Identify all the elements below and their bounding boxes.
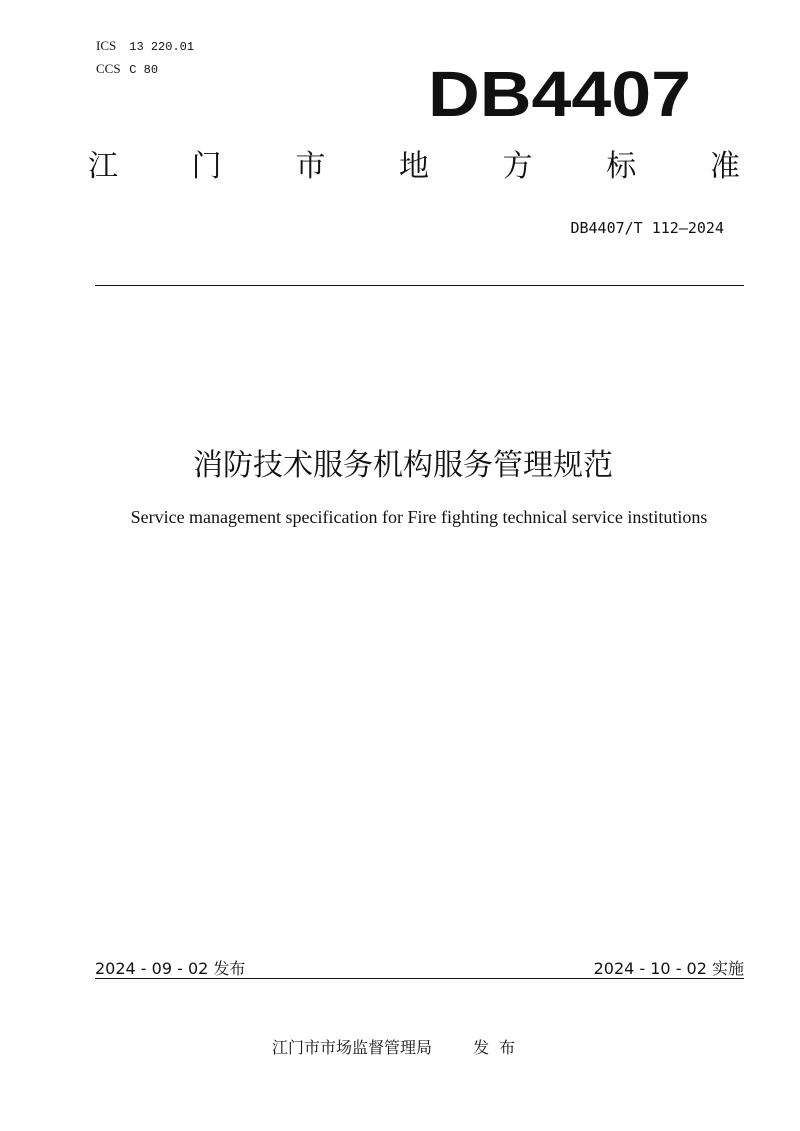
standard-type-heading — [88, 149, 740, 184]
issue-date: 2024 - 09 - 02 发布 — [95, 959, 246, 978]
top-divider — [95, 285, 744, 286]
ccs-value: C 80 — [129, 63, 159, 77]
standard-type-char: 地 — [398, 149, 429, 184]
implementation-date: 2024 - 10 - 02 实施 — [593, 959, 744, 978]
standard-type-char: 方 — [502, 149, 533, 184]
ics-value: 13 220.01 — [129, 40, 195, 54]
standard-type-char: 江 — [88, 149, 118, 184]
standard-type-char: 标 — [606, 149, 637, 184]
publisher-name: 江门市市场监督管理局 — [272, 1038, 433, 1057]
db-standard-logo: DB4407 — [428, 58, 691, 130]
standard-number: DB4407/T 112—2024 — [570, 219, 724, 237]
document-title-english: Service management specification for Fire fighting technical service institutions — [130, 507, 708, 527]
publisher — [272, 1035, 525, 1058]
publisher-verb: 发布 — [473, 1038, 526, 1057]
bottom-divider — [95, 978, 744, 979]
ics-label: ICS — [96, 38, 117, 53]
standard-type-char: 门 — [191, 149, 222, 184]
ics-code — [96, 38, 194, 54]
ccs-code — [96, 61, 158, 77]
document-title-chinese: 消防技术服务机构服务管理规范 — [193, 448, 613, 483]
standard-type-char: 市 — [295, 149, 326, 184]
ccs-label: CCS — [96, 61, 121, 76]
standard-type-char: 准 — [709, 149, 740, 184]
